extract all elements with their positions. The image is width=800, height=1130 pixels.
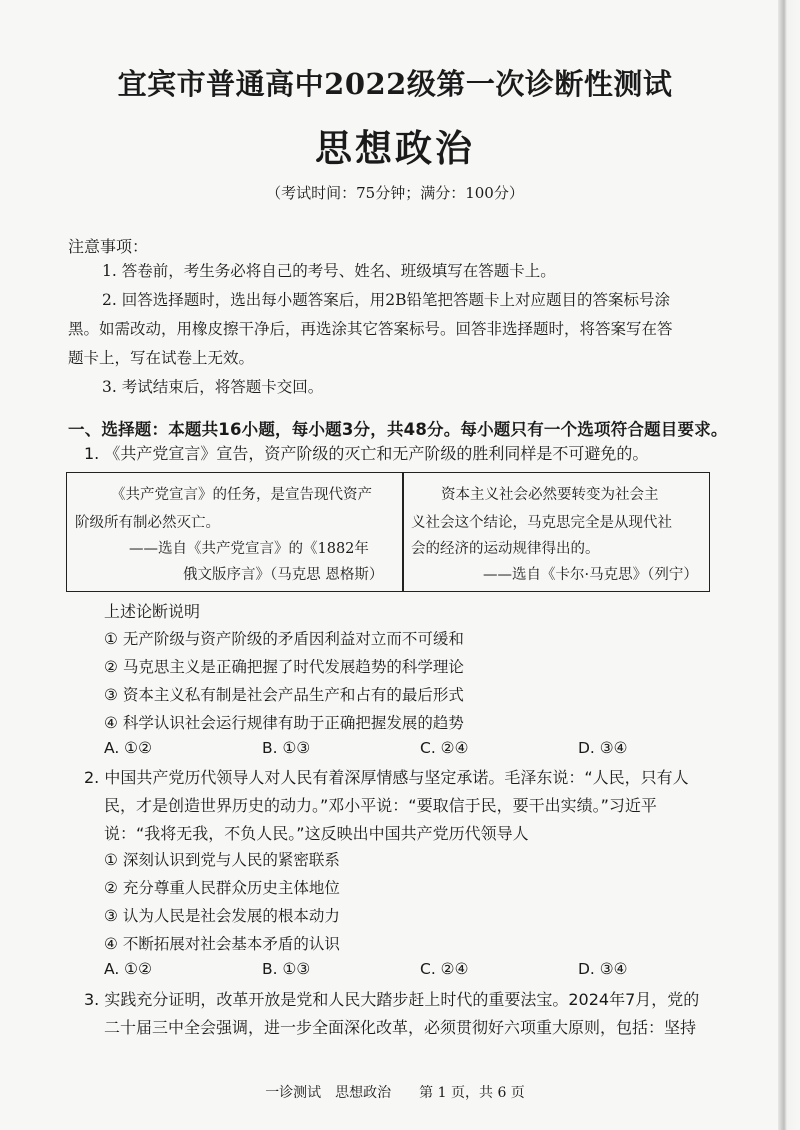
- question-1-option-4: ④ 科学认识社会运行规律有助于正确把握发展的趋势: [104, 714, 464, 732]
- question-1-choice-b: B. ①③: [262, 739, 311, 757]
- left-quote-line-1: 《共产党宣言》的任务，是宣告现代资产: [111, 487, 372, 503]
- question-2-choice-d: D. ③④: [578, 960, 628, 978]
- question-2-choice-b: B. ①③: [262, 960, 311, 978]
- question-2-line-3: 说：“我将无我，不负人民。”这反映出中国共产党历代领导人: [104, 824, 529, 843]
- question-2-line-2: 民，才是创造世界历史的动力。”邓小平说：“要取信于民，要干出实绩。”习近平: [104, 796, 657, 815]
- question-2-option-4: ④ 不断拓展对社会基本矛盾的认识: [104, 935, 340, 953]
- note-item-1: 1. 答卷前，考生务必将自己的考号、姓名、班级填写在答题卡上。: [102, 262, 556, 280]
- question-2-option-1: ① 深刻认识到党与人民的紧密联系: [104, 851, 340, 869]
- question-2-option-3: ③ 认为人民是社会发展的根本动力: [104, 907, 340, 925]
- question-1-lead: 上述论断说明: [104, 602, 201, 621]
- question-2-line-1: 2. 中国共产党历代领导人对人民有着深厚情感与坚定承诺。毛泽东说：“人民，只有人: [84, 768, 689, 787]
- question-1-choice-d: D. ③④: [578, 739, 628, 757]
- question-1-option-1: ① 无产阶级与资产阶级的矛盾因利益对立而不可缓和: [104, 630, 464, 648]
- question-3-line-2: 二十届三中全会强调，进一步全面深化改革，必须贯彻好六项重大原则，包括：坚持: [104, 1018, 697, 1037]
- notes-heading: 注意事项：: [68, 237, 149, 256]
- quote-divider: [402, 473, 404, 591]
- right-quote-line-3: 会的经济的运动规律得出的。: [411, 541, 600, 557]
- left-quote-source-1: ——选自《共产党宣言》的《1882年: [129, 541, 369, 557]
- question-2-choice-a: A. ①②: [104, 960, 152, 978]
- question-1-option-2: ② 马克思主义是正确把握了时代发展趋势的科学理论: [104, 658, 464, 676]
- subject-title: 思想政治: [315, 127, 475, 170]
- right-quote-line-1: 资本主义社会必然要转变为社会主: [441, 487, 659, 503]
- note-item-2-line-3: 题卡上，写在试卷上无效。: [68, 349, 255, 367]
- exam-title: 宜宾市普通高中2022级第一次诊断性测试: [117, 67, 673, 101]
- question-1-choice-a: A. ①②: [104, 739, 152, 757]
- question-3-line-1: 3. 实践充分证明，改革开放是党和人民大踏步赶上时代的重要法宝。2024年7月，党的: [84, 990, 700, 1009]
- section-heading: 一、选择题：本题共16小题，每小题3分，共48分。每小题只有一个选项符合题目要求。: [68, 420, 728, 439]
- exam-info: （考试时间：75分钟；满分：100分）: [266, 184, 524, 202]
- question-1-option-3: ③ 资本主义私有制是社会产品生产和占有的最后形式: [104, 686, 464, 704]
- question-1-choice-c: C. ②④: [420, 739, 469, 757]
- question-2-choice-c: C. ②④: [420, 960, 469, 978]
- note-item-2-line-2: 黑。如需改动，用橡皮擦干净后，再选涂其它答案标号。回答非选择题时，将答案写在答: [68, 320, 673, 338]
- question-1-stem: 1. 《共产党宣言》宣告，资产阶级的灭亡和无产阶级的胜利同样是不可避免的。: [84, 444, 649, 463]
- right-quote-source: ——选自《卡尔·马克思》（列宁）: [483, 567, 698, 583]
- note-item-3: 3. 考试结束后，将答题卡交回。: [102, 378, 324, 396]
- quote-table: [66, 472, 710, 592]
- right-quote-line-2: 义社会这个结论，马克思完全是从现代社: [411, 515, 672, 531]
- question-2-option-2: ② 充分尊重人民群众历史主体地位: [104, 879, 340, 897]
- left-quote-line-2: 阶级所有制必然灭亡。: [75, 515, 220, 531]
- page-footer: 一诊测试 思想政治 第 1 页，共 6 页: [265, 1085, 525, 1101]
- note-item-2-line-1: 2. 回答选择题时，选出每小题答案后，用2B铅笔把答题卡上对应题目的答案标号涂: [102, 291, 670, 309]
- left-quote-source-2: 俄文版序言》（马克思 恩格斯）: [183, 567, 384, 583]
- scan-page-edge: [778, 0, 800, 1130]
